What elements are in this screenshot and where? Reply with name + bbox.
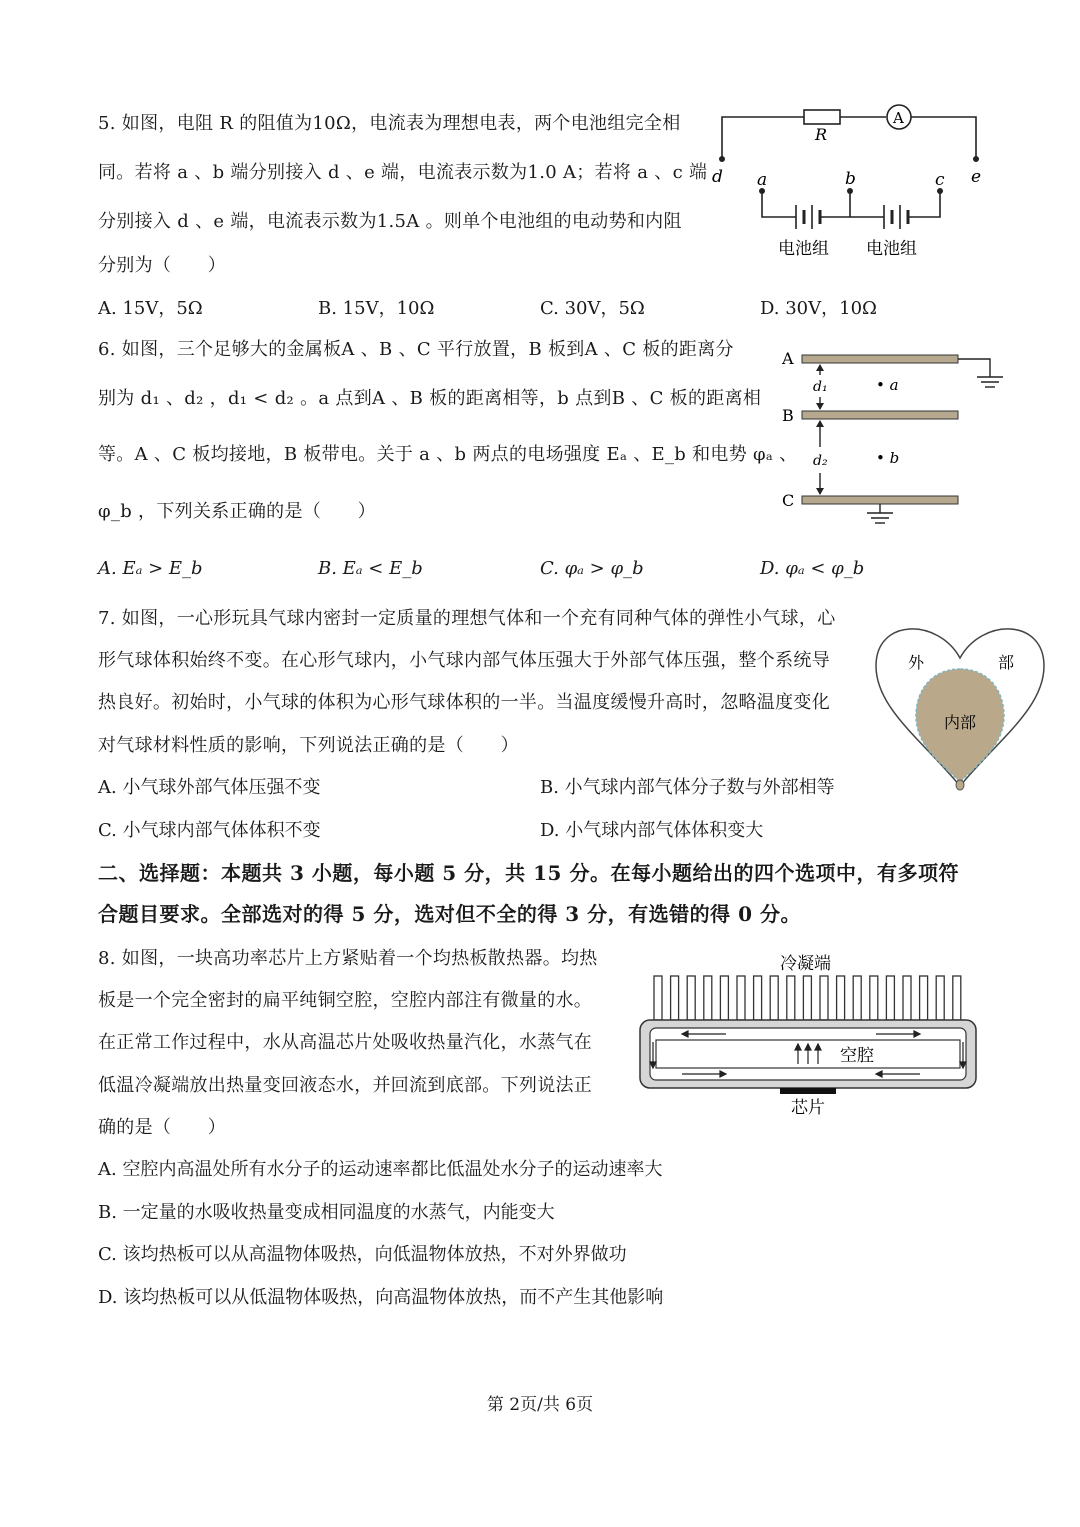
- q8-option-d: D. 该均热板可以从低温物体吸热，向高温物体放热，而不产生其他影响: [98, 1287, 664, 1308]
- q6-distance-d2: d₂: [813, 453, 828, 469]
- heat-sink-fin: [770, 976, 778, 1020]
- q8-option-a: A. 空腔内高温处所有水分子的运动速率都比低温处水分子的运动速率大: [98, 1159, 663, 1180]
- q7-option-c: C. 小气球内部气体体积不变: [98, 820, 321, 841]
- q7-line-2: 形气球体积始终不变。在心形气球内，小气球内部气体压强大于外部气体压强，整个系统导: [98, 650, 830, 671]
- q6-option-b: B. Eₐ < E_b: [318, 558, 423, 579]
- heat-sink-fin: [886, 976, 894, 1020]
- q5-ammeter-label: A: [893, 109, 904, 127]
- q6-line-4: φ_b ，下列关系正确的是（ ）: [98, 501, 376, 522]
- section-2-heading: 二、选择题：本题共 3 小题，每小题 5 分，共 15 分。在每小题给出的四个选项中，有多项符: [98, 861, 959, 885]
- q5-line-4: 分别为（ ）: [98, 255, 227, 276]
- heat-sink-fin: [787, 976, 795, 1020]
- q5-battery-label-2: 电池组: [866, 239, 917, 259]
- q8-option-b: B. 一定量的水吸收热量变成相同温度的水蒸气，内能变大: [98, 1202, 555, 1223]
- q8-condenser-label: 冷凝端: [780, 954, 831, 974]
- q6-plates-diagram: [778, 343, 1018, 533]
- q6-line-1: 6. 如图，三个足够大的金属板A 、B 、C 平行放置，B 板到A 、C 板的距离分: [98, 339, 734, 360]
- q5-line-3: 分别接入 d 、e 端，电流表示数为1.5A 。则单个电池组的电动势和内阻: [98, 211, 682, 232]
- heat-sink-fin: [803, 976, 811, 1020]
- heat-sink-fin: [820, 976, 828, 1020]
- q5-terminal-b: b: [845, 169, 856, 189]
- heat-sink-fin: [953, 976, 961, 1020]
- q6-distance-d1: d₁: [813, 379, 828, 395]
- q5-terminal-c: c: [935, 170, 945, 190]
- heat-sink-fin: [920, 976, 928, 1020]
- q5-circuit-diagram: [700, 95, 1000, 265]
- q6-plate-a-label: A: [782, 349, 794, 368]
- heat-sink-fin: [870, 976, 878, 1020]
- q7-outer-label-right: 部: [998, 653, 1015, 672]
- q5-option-b: B. 15V，10Ω: [318, 298, 435, 319]
- q8-line-4: 低温冷凝端放出热量变回液态水，并回流到底部。下列说法正: [98, 1075, 593, 1096]
- q8-vapor-chamber-diagram: [636, 944, 986, 1120]
- heat-sink-fin: [654, 976, 662, 1020]
- heat-sink-fin: [737, 976, 745, 1020]
- q8-line-3: 在正常工作过程中，水从高温芯片处吸收热量汽化，水蒸气在: [98, 1032, 593, 1053]
- q7-outer-label-left: 外: [908, 653, 925, 672]
- q5-option-c: C. 30V，5Ω: [540, 298, 645, 319]
- heat-sink-fin: [936, 976, 944, 1020]
- q6-option-d: D. φₐ < φ_b: [760, 558, 865, 579]
- q6-point-a: • a: [876, 376, 899, 394]
- heat-sink-fin: [853, 976, 861, 1020]
- q8-line-1: 8. 如图，一块高功率芯片上方紧贴着一个均热板散热器。均热: [98, 948, 598, 969]
- q7-option-a: A. 小气球外部气体压强不变: [98, 777, 321, 798]
- q6-option-a: A. Eₐ > E_b: [98, 558, 203, 579]
- q7-heart-balloon-diagram: [872, 618, 1048, 794]
- q8-option-c: C. 该均热板可以从高温物体吸热，向低温物体放热，不对外界做功: [98, 1244, 627, 1265]
- q6-plate-b-label: B: [782, 406, 794, 425]
- q7-line-3: 热良好。初始时，小气球的体积为心形气球体积的一半。当温度缓慢升高时，忽略温度变化: [98, 692, 830, 713]
- q5-battery-label-1: 电池组: [778, 239, 829, 259]
- q7-option-d: D. 小气球内部气体体积变大: [540, 820, 764, 841]
- q6-option-c: C. φₐ > φ_b: [540, 558, 644, 579]
- q7-line-4: 对气球材料性质的影响，下列说法正确的是（ ）: [98, 735, 519, 756]
- q7-inner-label: 内部: [944, 713, 977, 732]
- q6-line-2: 别为 d₁ 、d₂ ，d₁ < d₂ 。a 点到A 、B 板的距离相等，b 点到B 、C 板的距离相: [98, 388, 762, 409]
- q8-line-5: 确的是（ ）: [98, 1117, 227, 1138]
- q5-line-2: 同。若将 a 、b 端分别接入 d 、e 端，电流表示数为1.0 A；若将 a 、c 端: [98, 162, 708, 183]
- heat-sink-fin: [720, 976, 728, 1020]
- q5-terminal-e: e: [971, 167, 982, 187]
- heat-sink-fin: [687, 976, 695, 1020]
- q6-line-3: 等。A 、C 板均接地，B 板带电。关于 a 、b 两点的电场强度 Eₐ 、E_b 和电势 φₐ 、: [98, 444, 798, 465]
- q5-option-d: D. 30V，10Ω: [760, 298, 877, 319]
- heat-sink-fin: [704, 976, 712, 1020]
- q7-line-1: 7. 如图，一心形玩具气球内密封一定质量的理想气体和一个充有同种气体的弹性小气球，心: [98, 608, 836, 629]
- q5-line-1: 5. 如图，电阻 R 的阻值为10Ω，电流表为理想电表，两个电池组完全相: [98, 113, 681, 134]
- q7-option-b: B. 小气球内部气体分子数与外部相等: [540, 777, 835, 798]
- q5-terminal-a: a: [757, 170, 768, 190]
- heat-sink-fin: [754, 976, 762, 1020]
- q5-terminal-d: d: [712, 167, 723, 187]
- q6-point-b: • b: [876, 449, 900, 467]
- section-2-heading-cont: 合题目要求。全部选对的得 5 分，选对但不全的得 3 分，有选错的得 0 分。: [98, 902, 802, 926]
- q6-plate-c-label: C: [782, 491, 795, 510]
- q5-resistor-label: R: [815, 125, 828, 144]
- q8-line-2: 板是一个完全密封的扁平纯铜空腔，空腔内部注有微量的水。: [98, 990, 593, 1011]
- heat-sink-fin: [837, 976, 845, 1020]
- q5-option-a: A. 15V，5Ω: [98, 298, 203, 319]
- heat-sink-fin: [671, 976, 679, 1020]
- heat-sink-fin: [903, 976, 911, 1020]
- q8-cavity-label: 空腔: [840, 1046, 874, 1066]
- q8-chip-label: 芯片: [791, 1098, 825, 1118]
- page-footer: 第 2页/共 6页: [486, 1395, 594, 1415]
